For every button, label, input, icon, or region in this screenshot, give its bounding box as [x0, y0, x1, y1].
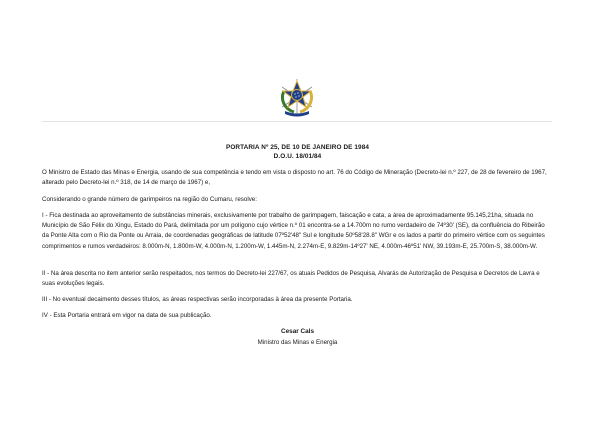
signature-title: Ministro das Minas e Energia — [257, 339, 338, 346]
document-title: PORTARIA Nº 25, DE 10 DE JANEIRO DE 1984 — [225, 144, 370, 151]
paragraph-item-i: I - Fica destinada ao aproveitamento de substâncias minerais, exclusivamente por trabalho de garimpagem, faiscação e cata, a área de aproximadamente 95.145,21ha, situada no Município de São Félix do Xingu, Estado do Pará, delimitada por um polígono cujo vértice n.º 01 encontra-se a 14.700m no rumo verdadeiro de 74º30' (SE), da confluência do Ribeirão da Ponte Alta com o Rio da Ponte ou Arraia, de coordenadas geográficas de latitude 07º52'48" Sul e longitude 50º58'28.8" WGr e os lados a partir do primeiro vértice com os seguintes comprimentos e rumos verdadeiros: 8.000m-N, 1.800m-W, 4.000m-N, 1.200m-W, 1.445m-N, 2.274m-E, 9.829m-14º27' NE, 4.000m-46º51' NW, 39.193m-E, 25.700m-S, 38.000m-W. — [42, 212, 545, 250]
brazil-coat-of-arms-icon — [276, 77, 318, 117]
paragraph-item-iv: IV - Esta Portaria entrará em vigor na data de sua publicação. — [42, 312, 212, 319]
paragraph-considering: Considerando o grande número de garimpeiros na região do Cumaru, resolve: — [42, 196, 257, 203]
document-subtitle: D.O.U. 18/01/84 — [273, 153, 322, 160]
paragraph-item-ii: II - Na área descrita no item anterior serão respeitados, nos termos do Decreto-lei 227/67, os atuais Pedidos de Pesquisa, Alvarás de Autorização de Pesquisa e Decretos de Lavra e suas evoluções legais. — [42, 270, 540, 288]
paragraph-preamble: O Ministro de Estado das Minas e Energia, usando de sua competência e tendo em vista o disposto no art. 76 do Código de Mineração (Decreto-lei n.º 227, de 28 de fevereiro de 1967, alterado pelo Decreto-lei n.º 318, de 14 de março de 1967) e, — [42, 169, 547, 187]
header-divider — [42, 121, 552, 122]
signature-name: Cesar Cals — [280, 328, 315, 335]
paragraph-item-iii: III - No eventual decaimento desses títulos, as áreas respectivas serão incorporadas à área da presente Portaria. — [42, 296, 353, 303]
